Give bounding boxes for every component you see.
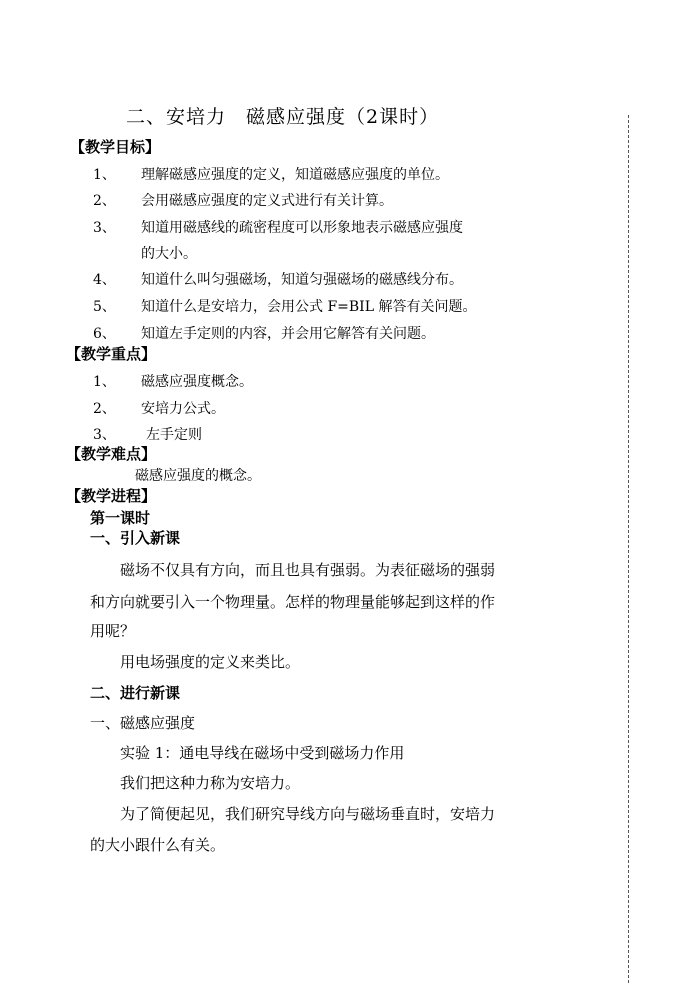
margin-dashed-line	[628, 115, 629, 983]
goal-num: 6、	[93, 326, 116, 342]
goal-text: 知道用磁感线的疏密程度可以形象地表示磁感应强度	[141, 220, 463, 236]
para2: 用电场强度的定义来类比。	[120, 653, 301, 671]
goal-item-6	[93, 327, 435, 341]
page-title: 二、安培力 磁感应强度（2课时）	[126, 106, 440, 128]
goal-text: 知道什么叫匀强磁场，知道匀强磁场的磁感线分布。	[141, 272, 463, 288]
keypoint-num: 2、	[93, 401, 116, 417]
difficulty-text: 磁感应强度的概念。	[135, 468, 261, 484]
goal-text: 会用磁感应强度的定义式进行有关计算。	[141, 193, 393, 209]
goal-num: 4、	[93, 272, 116, 288]
lesson-title: 第一课时	[90, 509, 151, 527]
difficulty-heading: 【教学难点】	[66, 445, 157, 463]
para3-line2: 的大小跟什么有关。	[90, 836, 226, 854]
goal-num: 1、	[93, 167, 116, 183]
ampere-force-line: 我们把这种力称为安培力。	[120, 774, 301, 792]
goal-item-3	[93, 221, 463, 235]
process-heading: 【教学进程】	[66, 487, 157, 505]
goal-item-1	[93, 168, 449, 182]
goal-num: 3、	[93, 220, 116, 236]
keypoint-text: 左手定则	[146, 427, 202, 443]
goal-item-4	[93, 273, 463, 287]
section-new-lesson: 二、进行新课	[90, 684, 181, 702]
subsection-magnetic-induction: 一、磁感应强度	[90, 714, 196, 732]
keypoint-text: 磁感应强度概念。	[141, 374, 253, 390]
para1-line3: 用呢？	[90, 622, 136, 640]
experiment-1: 实验 1：通电导线在磁场中受到磁场力作用	[120, 744, 405, 762]
goal-item-3-cont: 的大小。	[141, 246, 197, 262]
keypoint-item-1	[93, 375, 253, 389]
section-intro: 一、引入新课	[90, 529, 181, 547]
para1-line2: 和方向就要引入一个物理量。怎样的物理量能够起到这样的作	[90, 593, 496, 611]
keypoint-num: 3、	[93, 427, 116, 443]
goal-text: 知道什么是安培力，会用公式 F=BIL 解答有关问题。	[141, 299, 477, 315]
keypoints-heading: 【教学重点】	[66, 345, 157, 363]
keypoint-text: 安培力公式。	[141, 401, 225, 417]
goal-num: 2、	[93, 193, 116, 209]
goals-heading: 【教学目标】	[70, 138, 161, 156]
goal-item-5	[93, 300, 476, 314]
goal-text: 理解磁感应强度的定义，知道磁感应强度的单位。	[141, 167, 449, 183]
para3-line1: 为了简便起见，我们研究导线方向与磁场垂直时，安培力	[120, 805, 496, 823]
goal-item-2	[93, 194, 393, 208]
keypoint-item-2	[93, 402, 225, 416]
goal-text: 知道左手定则的内容，并会用它解答有关问题。	[141, 326, 435, 342]
keypoint-item-3	[93, 428, 202, 442]
goal-num: 5、	[93, 299, 116, 315]
para1-line1: 磁场不仅具有方向，而且也具有强弱。为表征磁场的强弱	[120, 561, 496, 579]
keypoint-num: 1、	[93, 374, 116, 390]
